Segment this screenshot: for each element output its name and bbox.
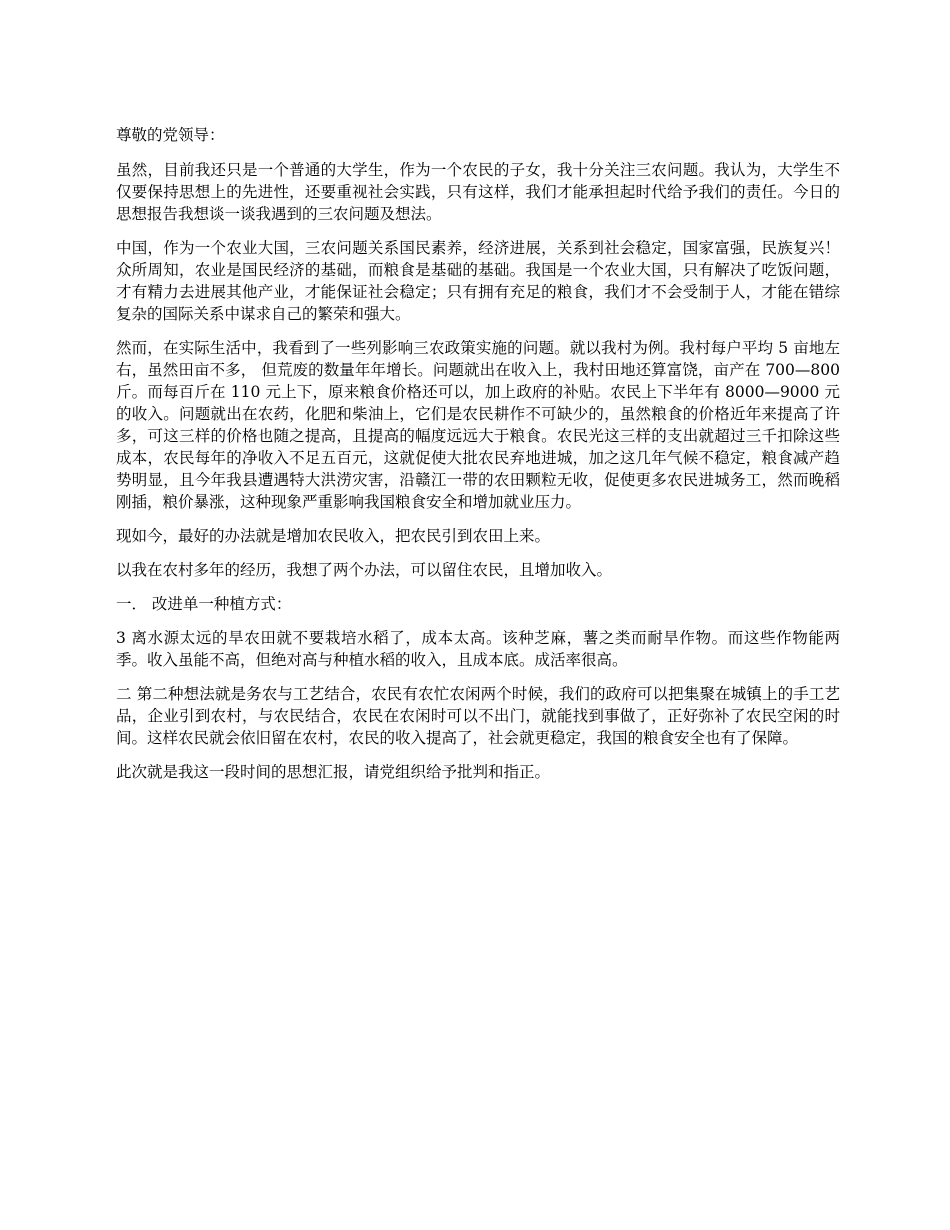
- document-body: [116, 124, 840, 795]
- paragraph-agriculture-importance: 中国，作为一个农业大国，三农问题关系国民素养，经济进展，关系到社会稳定，国家富强，民族复兴！众所周知，农业是国民经济的基础，而粮食是基础的基础。我国是一个农业大国，只有解决了吃饭问题，才有精力去进展其他产业，才能保证社会稳定；只有拥有充足的粮食，我们才不会受制于人，才能在错综复杂的国际关系中谋求自己的繁荣和强大。: [116, 239, 840, 323]
- heading-method-one: 一． 改进单一种植方式：: [116, 595, 292, 613]
- paragraph-crafts-combination: 二 第二种想法就是务农与工艺结合，农民有农忙农闲两个时候，我们的政府可以把集聚在城镇上的手工艺品，企业引到农村，与农民结合，农民在农闲时可以不出门，就能找到事做了，正好弥补了农民空闲的时间。这样农民就会依旧留在农村，农民的收入提高了，社会就更稳定，我国的粮食安全也有了保障。: [116, 685, 840, 747]
- paragraph-intro: 虽然，目前我还只是一个普通的大学生，作为一个农民的子女，我十分关注三农问题。我认为，大学生不仅要保持思想上的先进性，还要重视社会实践，只有这样，我们才能承担起时代给予我们的责任。今日的思想报告我想谈一谈我遇到的三农问题及想法。: [116, 161, 840, 223]
- paragraph-village-problems: 然而，在实际生活中，我看到了一些列影响三农政策实施的问题。就以我村为例。我村每户平均 5 亩地左右，虽然田亩不多， 但荒废的数量年年增长。问题就出在收入上，我村田地还算富饶，亩产在 700—800 斤。而每百斤在 110 元上下，原来粮食价格还可以，加上政府的补贴。农民上下半年有 8000—9000 元的收入。问题就出在农药，化肥和柴油上，它们是农民耕作不可缺少的，虽然粮食的价格近年来提高了许多，可这三样的价格也随之提高，且提高的幅度远远大于粮食。农民光这三样的支出就超过三千扣除这些成本，农民每年的净收入不足五百元，这就促使大批农民弃地进城，加之这几年气候不稳定，粮食减产趋势明显，且今年我县遭遇特大洪涝灾害，沿赣江一带的农田颗粒无收，促使更多农民进城务工，然而晚稻刚插，粮价暴涨，这种现象严重影响我国粮食安全和增加就业压力。: [116, 339, 840, 511]
- paragraph-closing: 此次就是我这一段时间的思想汇报，请党组织给予批判和指正。: [116, 763, 551, 781]
- paragraph-best-solution: 现如今，最好的办法就是增加农民收入，把农民引到农田上来。: [116, 527, 551, 545]
- salutation: 尊敬的党领导：: [116, 126, 225, 144]
- paragraph-two-methods: 以我在农村多年的经历，我想了两个办法，可以留住农民，且增加收入。: [116, 561, 613, 579]
- paragraph-dryland-crops: 3 离水源太远的旱农田就不要栽培水稻了，成本太高。该种芝麻，薯之类而耐旱作物。而这些作物能两季。收入虽能不高，但绝对高与种植水稻的收入，且成本底。成活率很高。: [116, 629, 840, 669]
